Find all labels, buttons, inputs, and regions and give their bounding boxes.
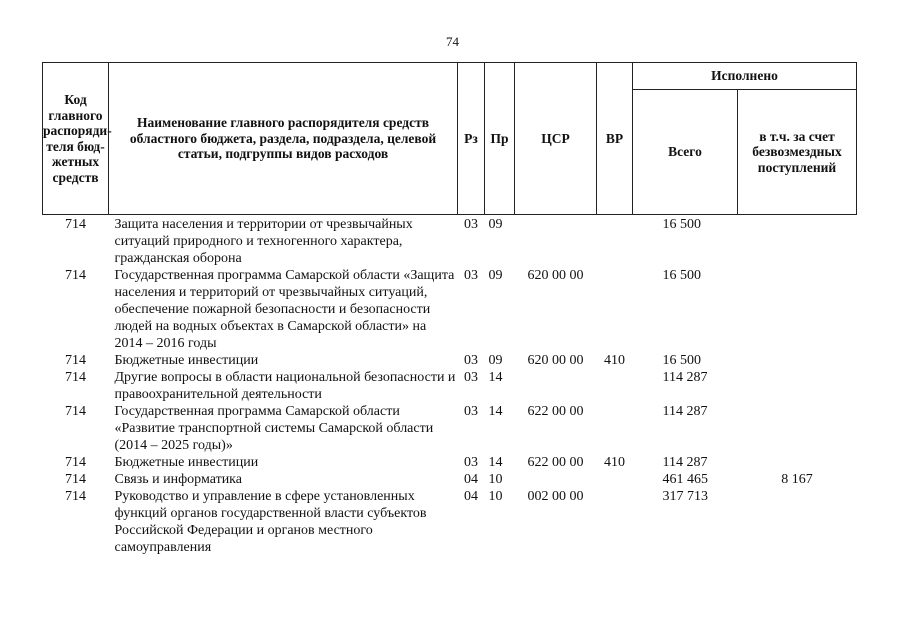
cell-total: 317 713 — [662, 489, 708, 504]
cell-rz: 03 — [464, 268, 478, 283]
cell-vr — [597, 267, 633, 352]
cell-pr: 09 — [488, 268, 503, 283]
cell-pr: 14 — [488, 370, 503, 385]
cell-free: 8 167 — [781, 472, 813, 487]
cell-csr — [515, 215, 597, 268]
cell-rz: 03 — [464, 217, 478, 232]
cell-free — [738, 267, 857, 352]
header-code: Код главного распоряди-теля бюд-жетных средств — [43, 63, 109, 215]
table-row — [43, 267, 857, 352]
cell-vr — [597, 215, 633, 268]
cell-pr: 14 — [488, 404, 503, 419]
cell-rz: 03 — [464, 455, 478, 470]
cell-free — [738, 352, 857, 369]
cell-vr — [597, 369, 633, 403]
cell-total: 16 500 — [662, 268, 701, 283]
cell-name: Государственная программа Самарской области «Защита населения и территорий от чрезвычайных ситуаций, обеспечение пожарной безопасности и безопасности людей на водных объектах в Самарской области» на 2014 – 2016 годы — [114, 268, 455, 351]
cell-free — [738, 454, 857, 471]
cell-vr: 410 — [604, 455, 625, 470]
cell-name: Бюджетные инвестиции — [114, 353, 259, 368]
cell-vr — [597, 488, 633, 556]
cell-csr: 622 00 00 — [527, 404, 584, 419]
table-body — [43, 215, 857, 557]
cell-free — [738, 403, 857, 454]
cell-code: 714 — [65, 268, 86, 283]
table-row — [43, 369, 857, 403]
cell-pr: 10 — [488, 472, 503, 487]
table-header — [43, 63, 857, 215]
cell-rz: 03 — [464, 370, 478, 385]
cell-free — [738, 488, 857, 556]
cell-vr — [597, 471, 633, 488]
header-vr: ВР — [597, 63, 633, 215]
table-row — [43, 403, 857, 454]
cell-name: Бюджетные инвестиции — [114, 455, 259, 470]
cell-code: 714 — [65, 472, 86, 487]
cell-csr: 622 00 00 — [527, 455, 584, 470]
cell-csr: 620 00 00 — [527, 353, 584, 368]
cell-csr — [515, 471, 597, 488]
cell-vr — [597, 403, 633, 454]
header-name: Наименование главного распорядителя средств областного бюджета, раздела, подраздела, целевой статьи, подгруппы видов расходов — [109, 63, 458, 215]
header-pr: Пр — [485, 63, 515, 215]
header-total: Всего — [633, 90, 738, 215]
cell-name: Государственная программа Самарской области «Развитие транспортной системы Самарской области (2014 – 2025 годы)» — [114, 404, 434, 453]
cell-csr: 002 00 00 — [527, 489, 584, 504]
cell-code: 714 — [65, 455, 86, 470]
cell-pr: 14 — [488, 455, 503, 470]
cell-vr: 410 — [604, 353, 625, 368]
page-number: 74 — [446, 34, 459, 49]
cell-pr: 10 — [488, 489, 503, 504]
cell-total: 114 287 — [662, 404, 708, 419]
cell-name: Руководство и управление в сфере установленных функций органов государственной власти субъектов Российской Федерации и органов местного самоуправления — [114, 489, 427, 555]
cell-name: Защита населения и территории от чрезвычайных ситуаций природного и техногенного характера, гражданская оборона — [114, 217, 413, 266]
cell-name: Другие вопросы в области национальной безопасности и правоохранительной деятельности — [114, 370, 456, 402]
budget-table — [42, 62, 857, 556]
table-row — [43, 352, 857, 369]
cell-code: 714 — [65, 217, 86, 232]
table-row — [43, 215, 857, 268]
header-rz: Рз — [458, 63, 485, 215]
cell-total: 16 500 — [662, 217, 701, 232]
cell-total: 16 500 — [662, 353, 701, 368]
cell-total: 461 465 — [662, 472, 708, 487]
cell-rz: 04 — [464, 489, 478, 504]
table-row — [43, 488, 857, 556]
cell-code: 714 — [65, 489, 86, 504]
cell-free — [738, 215, 857, 268]
header-csr: ЦСР — [515, 63, 597, 215]
cell-code: 714 — [65, 353, 86, 368]
cell-pr: 09 — [488, 353, 503, 368]
cell-code: 714 — [65, 370, 86, 385]
cell-rz: 03 — [464, 353, 478, 368]
cell-rz: 03 — [464, 404, 478, 419]
cell-total: 114 287 — [662, 370, 708, 385]
cell-name: Связь и информатика — [114, 472, 242, 487]
cell-rz: 04 — [464, 472, 478, 487]
cell-free — [738, 369, 857, 403]
cell-pr: 09 — [488, 217, 503, 232]
cell-code: 714 — [65, 404, 86, 419]
header-free: в т.ч. за счет безвозмездных поступлений — [738, 90, 857, 215]
header-executed: Исполнено — [633, 63, 857, 90]
table-row — [43, 471, 857, 488]
table-row — [43, 454, 857, 471]
cell-total: 114 287 — [662, 455, 708, 470]
cell-csr: 620 00 00 — [527, 268, 584, 283]
cell-csr — [515, 369, 597, 403]
